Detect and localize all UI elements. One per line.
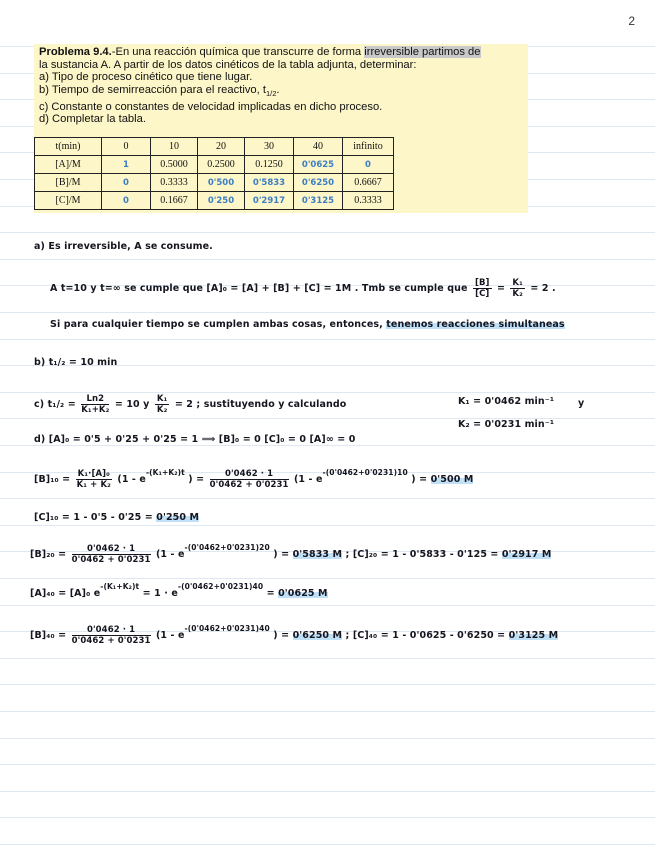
k2-value: K₂ = 0'0231 min⁻¹ — [458, 419, 555, 430]
answer-a-eq: = — [496, 283, 505, 294]
table-cell: 0'250 — [198, 192, 245, 210]
table-cell: 0 — [102, 192, 151, 210]
table-cell: 1 — [102, 156, 151, 174]
problem-title: Problema 9.4. — [39, 46, 112, 58]
ruling-line — [0, 339, 655, 340]
answer-a-line2 — [50, 278, 556, 299]
b10-eq: ) = — [188, 474, 205, 485]
table-cell: 0'3125 — [294, 192, 343, 210]
table-cell: 0 — [343, 156, 394, 174]
b20-exponent: -(0'0462+0'0231)20 — [184, 543, 270, 552]
b10-exponent: -(K₁+K₂)t — [145, 468, 185, 477]
problem-item-a: a) Tipo de proceso cinético que tiene lugar. — [39, 71, 253, 84]
ruling-line — [0, 525, 655, 526]
answer-d-b40 — [30, 625, 558, 646]
page-number: 2 — [628, 14, 635, 28]
ruling-line — [0, 445, 655, 446]
a40-mid: = 1 · e — [142, 588, 178, 599]
table-header-cell: 0 — [102, 138, 151, 156]
b40-result: 0'6250 M — [292, 630, 343, 641]
table-header-row — [35, 138, 394, 156]
b40-den: 0'0462 + 0'0231 — [71, 636, 151, 646]
table-cell: 0.3333 — [343, 192, 394, 210]
c40-result: 0'3125 M — [508, 630, 559, 641]
table-cell: 0.1250 — [245, 156, 294, 174]
table-row — [35, 192, 394, 210]
answer-d-a40 — [30, 582, 328, 599]
b10-general-den: K₁ + K₂ — [76, 480, 111, 490]
b40-num: 0'0462 · 1 — [72, 625, 151, 636]
half-life-fraction — [81, 394, 109, 415]
ruling-line — [0, 232, 655, 233]
b20-sep: ; — [345, 549, 350, 560]
ratio-b-c-num: [B] — [474, 278, 490, 288]
table-cell: 0'5833 — [245, 174, 294, 192]
problem-item-d: d) Completar la tabla. — [39, 113, 146, 126]
ruling-line — [0, 498, 655, 499]
answer-c — [34, 394, 346, 415]
table-cell: 0.1667 — [151, 192, 198, 210]
ruling-line — [0, 312, 655, 313]
answer-d-line1: d) [A]₀ = 0'5 + 0'25 + 0'25 = 1 ⟹ [B]₀ = 0 [C]₀ = 0 [A]∞ = 0 — [34, 434, 356, 445]
k-ratio-fraction — [155, 394, 170, 415]
b20-den: 0'0462 + 0'0231 — [71, 555, 151, 565]
k-ratio-num: K₁ — [156, 394, 168, 404]
problem-item-b-subscript: 1/2 — [265, 89, 277, 99]
b10-exponent2: -(0'0462+0'0231)10 — [322, 468, 408, 477]
c20-result: 0'2917 M — [501, 549, 552, 560]
b10-paren2: (1 - e — [293, 474, 323, 485]
b20-lhs: [B]₂₀ = — [30, 549, 67, 560]
ruling-line — [0, 578, 655, 579]
a40-exponent2: -(0'0462+0'0231)40 — [177, 582, 264, 591]
b40-result-eq: ) = — [273, 630, 290, 641]
problem-statement — [34, 44, 528, 213]
b40-sep: ; — [345, 630, 350, 641]
table-row — [35, 174, 394, 192]
k-ratio-den: K₂ — [156, 405, 168, 415]
a40-exponent: -(K₁+K₂)t — [100, 582, 140, 591]
b40-fraction — [72, 625, 151, 646]
ratio-k1-k2 — [510, 278, 525, 299]
ruling-line — [0, 791, 655, 792]
b20-result-eq: ) = — [273, 549, 290, 560]
answer-c-end: = 2 ; sustituyendo y calculando — [174, 399, 347, 410]
b40-exponent: -(0'0462+0'0231)40 — [184, 624, 270, 633]
table-cell: 0'0625 — [294, 156, 343, 174]
answer-a-highlight: tenemos reacciones simultaneas — [386, 319, 565, 330]
answer-c-start: c) t₁/₂ = — [34, 399, 76, 410]
table-cell: 0'2917 — [245, 192, 294, 210]
table-cell: [A]/M — [35, 156, 102, 174]
ratio-b-c-den: [C] — [475, 289, 490, 299]
problem-intro-highlight: irreversible partimos de — [364, 46, 481, 58]
c10-result: 0'250 M — [156, 512, 200, 523]
ruling-line — [0, 738, 655, 739]
problem-intro-continued: la sustancia A. A partir de los datos cinéticos de la tabla adjunta, determinar: — [39, 58, 417, 71]
ruling-line — [0, 418, 655, 419]
half-life-frac-den: K₁+K₂ — [81, 405, 110, 415]
table-cell: [C]/M — [35, 192, 102, 210]
half-life-frac-num: Ln2 — [81, 394, 109, 405]
b10-paren: (1 - e — [117, 474, 146, 485]
table-header-cell: 30 — [245, 138, 294, 156]
answer-a-line3-text: Si para cualquier tiempo se cumplen ambas cosas, entonces, — [50, 319, 383, 330]
problem-item-b: b) Tiempo de semirreacción para el reactivo, t — [39, 83, 266, 96]
kinetic-data-table — [34, 137, 394, 210]
table-cell: 0.2500 — [198, 156, 245, 174]
k1-value: K₁ = 0'0462 min⁻¹ — [458, 396, 555, 407]
ruling-line — [0, 259, 655, 260]
answer-a-end: = 2 . — [530, 283, 556, 294]
b20-num: 0'0462 · 1 — [72, 544, 151, 555]
c10-expr: [C]₁₀ = 1 - 0'5 - 0'25 = — [34, 512, 153, 523]
b10-general-fraction — [76, 469, 112, 490]
b10-numeric-num: 0'0462 · 1 — [210, 469, 289, 480]
b10-result: 0'500 M — [430, 474, 474, 485]
b10-general-num: K₁·[A]₀ — [77, 469, 110, 479]
table-header-cell: t(min) — [35, 138, 102, 156]
ruling-line — [0, 817, 655, 818]
table-cell: 0'500 — [198, 174, 245, 192]
table-row — [35, 156, 394, 174]
ruling-line — [0, 764, 655, 765]
ruling-line — [0, 605, 655, 606]
problem-item-b-end: . — [276, 83, 280, 96]
b10-result-eq: ) = — [411, 474, 428, 485]
a40-eq: = — [266, 588, 275, 599]
answer-d-c10 — [34, 512, 199, 523]
ruling-line — [0, 684, 655, 685]
b20-fraction — [72, 544, 151, 565]
table-cell: 0 — [102, 174, 151, 192]
ratio-k1-k2-den: K₂ — [512, 289, 523, 299]
b20-result: 0'5833 M — [292, 549, 343, 560]
ruling-line — [0, 844, 655, 845]
b10-lhs: [B]₁₀ = — [34, 474, 71, 485]
table-header-cell: 10 — [151, 138, 198, 156]
ratio-k1-k2-num: K₁ — [512, 278, 523, 288]
table-header-cell: infinito — [343, 138, 394, 156]
answer-c-mid: = 10 y — [114, 399, 150, 410]
answer-d-b20 — [30, 544, 551, 565]
table-cell: 0.5000 — [151, 156, 198, 174]
problem-item-c: c) Constante o constantes de velocidad implicadas en dicho proceso. — [39, 100, 383, 113]
table-header-cell: 20 — [198, 138, 245, 156]
table-cell: 0'6250 — [294, 174, 343, 192]
a40-result: 0'0625 M — [278, 588, 328, 599]
answer-a-heading: a) Es irreversible, A se consume. — [34, 241, 213, 252]
c20-expr: [C]₂₀ = 1 - 0'5833 - 0'125 = — [352, 549, 499, 560]
b20-paren: (1 - e — [155, 549, 185, 560]
ruling-line — [0, 711, 655, 712]
answer-a-line3 — [50, 319, 565, 330]
b10-numeric-den: 0'0462 + 0'0231 — [209, 480, 289, 490]
table-cell: [B]/M — [35, 174, 102, 192]
b40-paren: (1 - e — [155, 630, 185, 641]
table-cell: 0.3333 — [151, 174, 198, 192]
c40-expr: [C]₄₀ = 1 - 0'0625 - 0'6250 = — [352, 630, 506, 641]
table-cell: 0.6667 — [343, 174, 394, 192]
ruling-line — [0, 392, 655, 393]
answer-d-b10 — [34, 469, 473, 490]
ruling-line — [0, 658, 655, 659]
answer-c-y: y — [578, 398, 585, 409]
b40-lhs: [B]₄₀ = — [30, 630, 67, 641]
table-header-cell: 40 — [294, 138, 343, 156]
answer-b: b) t₁/₂ = 10 min — [34, 357, 118, 368]
problem-intro: -En una reacción química que transcurre de forma — [111, 46, 365, 58]
a40-expr: [A]₄₀ = [A]₀ e — [30, 588, 101, 599]
answer-a-line2-text: A t=10 y t=∞ se cumple que [A]₀ = [A] + [B] + [C] = 1M . Tmb se cumple que — [50, 283, 468, 294]
ratio-b-c — [473, 278, 492, 299]
b10-numeric-fraction — [210, 469, 289, 490]
